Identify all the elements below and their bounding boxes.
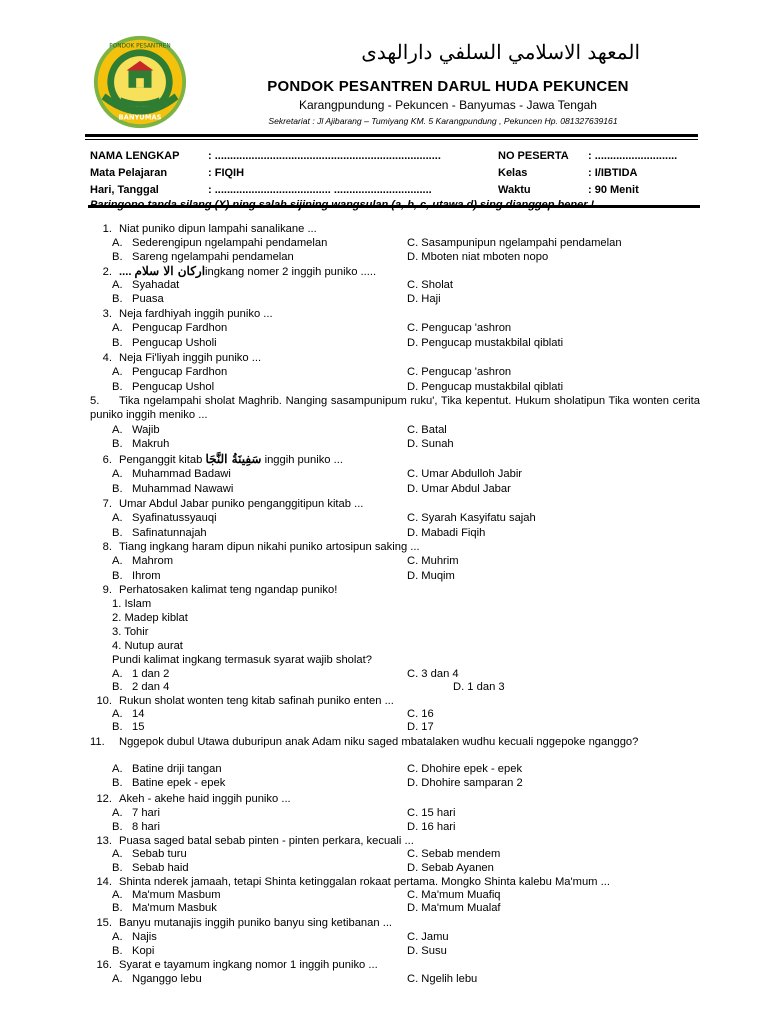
option-b[interactable]: B. Sebab haid (112, 862, 189, 874)
option-a[interactable]: A. Najis (112, 931, 157, 943)
option-b[interactable]: B. Ihrom (112, 570, 161, 582)
option-b[interactable]: B. Makruh (112, 438, 170, 450)
option-a[interactable]: A. Pengucap Fardhon (112, 322, 228, 334)
waktu-value: : 90 Menit (588, 184, 639, 196)
option-d[interactable]: D. Sebab Ayanen (407, 862, 494, 874)
option-b[interactable]: B. Pengucap Ushol (112, 381, 215, 393)
question-number: 2. (102, 266, 112, 278)
question-number: 9. (102, 584, 112, 596)
question-number: 8. (102, 541, 112, 553)
question-number: 12. (96, 793, 112, 805)
option-d[interactable]: D. Haji (407, 293, 441, 305)
question-1 (90, 222, 700, 236)
option-a[interactable]: A. 7 hari (112, 807, 160, 819)
option-b[interactable]: B. Pengucap Usholi (112, 337, 217, 349)
school-name: PONDOK PESANTREN DARUL HUDA PEKUNCEN (267, 78, 629, 95)
option-b[interactable]: B. 15 (112, 721, 145, 733)
statement-item: 1. Islam (112, 598, 152, 610)
header-rule-thin (85, 139, 698, 140)
option-a[interactable]: A. 14 (112, 708, 145, 720)
school-address: Karangpundung - Pekuncen - Banyumas - Jawa Tengah (299, 98, 597, 112)
question-text: Puasa saged batal sebab pinten - pinten perkara, kecuali ... (119, 835, 414, 847)
option-a[interactable]: A. Nganggo lebu (112, 973, 202, 985)
option-c[interactable]: C. 16 (407, 708, 434, 720)
statement-item: 4. Nutup aurat (112, 640, 183, 652)
question-number: 10. (96, 695, 112, 707)
question-8 (90, 540, 700, 554)
option-a[interactable]: A. Pengucap Fardhon (112, 366, 228, 378)
statement-item: 2. Madep kiblat (112, 612, 188, 624)
question-text: Neja fardhiyah inggih puniko ... (119, 308, 273, 320)
option-d[interactable]: D. 17 (407, 721, 434, 733)
option-a[interactable]: A. Muhammad Badawi (112, 468, 231, 480)
hari-field[interactable]: : ...................................... ................................ (208, 184, 432, 196)
question-15 (90, 916, 700, 930)
option-c[interactable]: C. Muhrim (407, 555, 459, 567)
question-13 (90, 834, 700, 848)
question-text: Rukun sholat wonten teng kitab safinah puniko enten ... (119, 695, 394, 707)
question-text: Syarat e tayamum ingkang nomor 1 inggih puniko ... (119, 959, 378, 971)
question-10 (90, 694, 700, 708)
question-7 (90, 497, 700, 511)
question-number: 15. (96, 917, 112, 929)
question-number: 3. (102, 308, 112, 320)
option-c[interactable]: C. Umar Abdulloh Jabir (407, 468, 523, 480)
question-text: Tiang ingkang haram dipun nikahi puniko artosipun saking ... (119, 541, 420, 553)
option-a[interactable]: A. Ma'mum Masbum (112, 889, 221, 901)
peserta-field[interactable]: : ........................... (588, 150, 678, 162)
arabic-term: اركان الا سلام (134, 264, 206, 278)
kelas-value: : I/IBTIDA (588, 167, 638, 179)
question-number: 16. (96, 959, 112, 971)
arabic-school-name: المعهد الاسلامي السلفي دارالهدى (361, 40, 640, 64)
option-b[interactable]: B. Muhammad Nawawi (112, 483, 234, 495)
option-d[interactable]: D. Ma'mum Mualaf (407, 902, 501, 914)
question-number: 6. (102, 454, 112, 466)
option-b[interactable]: B. Puasa (112, 293, 164, 305)
question-text: Tika ngelampahi sholat Maghrib. Nanging sasampunipum ruku', Tika kepentut. Hukum sholatipun Tika wonten cerita puniko inggih meniko ... (90, 395, 700, 421)
option-a[interactable]: A. Wajib (112, 424, 160, 436)
question-4 (90, 351, 700, 365)
waktu-label: Waktu (498, 184, 531, 196)
school-secretariat: Sekretariat : Jl Ajibarang – Tumiyang KM. 5 Karangpundung , Pekuncen Hp. 081327639161 (268, 116, 618, 126)
question-text: Niat puniko dipun lampahi sanalikane ... (119, 223, 317, 235)
logo-text-bottom: BANYUMAS (118, 113, 162, 122)
header-rule-thick (85, 134, 698, 137)
question-16 (90, 958, 700, 972)
option-c[interactable]: C. Syarah Kasyifatu sajah (407, 512, 536, 524)
option-d[interactable]: D. Dhohire samparan 2 (407, 777, 523, 789)
question-9 (90, 583, 700, 597)
option-a[interactable]: A. Sederengipun ngelampahi pendamelan (112, 237, 328, 249)
option-c[interactable]: C. 15 hari (407, 807, 456, 819)
option-c[interactable]: C. Pengucap 'ashron (407, 366, 512, 378)
instructions-strike-line (88, 205, 700, 208)
option-a[interactable]: A. Batine driji tangan (112, 763, 222, 775)
question-2: 2. .... اركان الا سلامingkang nomer 2 inggih puniko ..... (90, 264, 700, 279)
option-b[interactable]: B. 8 hari (112, 821, 160, 833)
option-d[interactable]: D. Susu (407, 945, 447, 957)
question-text: Akeh - akehe haid inggih puniko ... (119, 793, 291, 805)
option-b[interactable]: B. Sareng ngelampahi pendamelan (112, 251, 294, 263)
option-c[interactable]: C. 3 dan 4 (407, 668, 459, 680)
option-c[interactable]: C. Pengucap 'ashron (407, 322, 512, 334)
question-text: Nggepok dubul Utawa duburipun anak Adam niku saged mbatalaken wudhu kecuali nggepoke nganggo? (119, 736, 639, 748)
question-prompt: Pundi kalimat ingkang termasuk syarat wajib sholat? (112, 654, 372, 666)
option-c[interactable]: C. Batal (407, 424, 447, 436)
option-a[interactable]: A. Sebab turu (112, 848, 187, 860)
question-text: Banyu mutanajis inggih puniko banyu sing ketibanan ... (119, 917, 393, 929)
option-c[interactable]: C. Sasampunipun ngelampahi pendamelan (407, 237, 622, 249)
kelas-label: Kelas (498, 167, 528, 179)
question-5 (90, 394, 700, 422)
question-number: 11. (90, 736, 105, 748)
option-d[interactable]: D. Mboten niat mboten nopo (407, 251, 549, 263)
option-d[interactable]: D. Pengucap mustakbilal qiblati (407, 381, 564, 393)
option-d[interactable]: D. Pengucap mustakbilal qiblati (407, 337, 564, 349)
option-b[interactable]: B. Ma'mum Masbuk (112, 902, 217, 914)
pesantren-logo (92, 34, 188, 130)
mapel-label: Mata Pelajaran (90, 167, 168, 179)
hari-label: Hari, Tanggal (90, 184, 159, 196)
mapel-value: : FIQIH (208, 167, 245, 179)
option-d[interactable]: D. Muqim (407, 570, 455, 582)
option-a[interactable]: A. Mahrom (112, 555, 174, 567)
instructions: Paringono tanda silang (X) ning salah sijining wangsulan (a, b, c, utawa d) sing dianggep bener ! (90, 199, 595, 211)
question-6: 6. Penganggit kitab سَفِينَةُ النَّجَا inggih puniko ... (90, 452, 700, 467)
option-c[interactable]: C. Sebab mendem (407, 848, 501, 860)
logo-text-top: PONDOK PESANTREN (109, 43, 171, 50)
option-b[interactable]: B. Kopi (112, 945, 155, 957)
question-text: Shinta nderek jamaah, tetapi Shinta ketinggalan rokaat pertama. Mongko Shinta kalebu Ma'mum ... (119, 876, 610, 888)
question-number: 7. (102, 498, 112, 510)
option-b[interactable]: B. Batine epek - epek (112, 777, 226, 789)
option-a[interactable]: A. Syahadat (112, 279, 180, 291)
option-c[interactable]: C. Ma'mum Muafiq (407, 889, 501, 901)
option-d[interactable]: D. Sunah (407, 438, 454, 450)
question-number: 14. (96, 876, 112, 888)
statement-item: 3. Tohir (112, 626, 149, 638)
peserta-label: NO PESERTA (498, 150, 569, 162)
option-c[interactable]: C. Ngelih lebu (407, 973, 478, 985)
nama-field[interactable]: : .......................................................................... (208, 150, 441, 162)
question-number: 1. (102, 223, 112, 235)
question-number: 4. (102, 352, 112, 364)
option-c[interactable]: C. Sholat (407, 279, 454, 291)
option-d[interactable]: D. 16 hari (407, 821, 456, 833)
option-a[interactable]: A. 1 dan 2 (112, 668, 170, 680)
option-c[interactable]: C. Jamu (407, 931, 449, 943)
nama-label: NAMA LENGKAP (90, 150, 180, 162)
question-text: Perhatosaken kalimat teng ngandap puniko! (119, 584, 338, 596)
option-d[interactable]: D. 1 dan 3 (453, 681, 505, 693)
question-11 (90, 735, 700, 749)
option-a[interactable]: A. Syafinatussyauqi (112, 512, 217, 524)
arabic-book-title: سَفِينَةُ النَّجَا (205, 452, 262, 466)
question-12 (90, 792, 700, 806)
question-text: Neja Fi'liyah inggih puniko ... (119, 352, 262, 364)
question-number: 13. (96, 835, 112, 847)
question-text: Umar Abdul Jabar puniko penganggitipun kitab ... (119, 498, 364, 510)
question-3 (90, 307, 700, 321)
option-b[interactable]: B. Safinatunnajah (112, 527, 207, 539)
option-d[interactable]: D. Mabadi Fiqih (407, 527, 486, 539)
question-number: 5. (90, 395, 100, 407)
question-14 (90, 875, 700, 889)
option-d[interactable]: D. Umar Abdul Jabar (407, 483, 511, 495)
question-text: ingkang nomer 2 inggih puniko ..... (205, 266, 377, 278)
option-c[interactable]: C. Dhohire epek - epek (407, 763, 523, 775)
option-b[interactable]: B. 2 dan 4 (112, 681, 170, 693)
